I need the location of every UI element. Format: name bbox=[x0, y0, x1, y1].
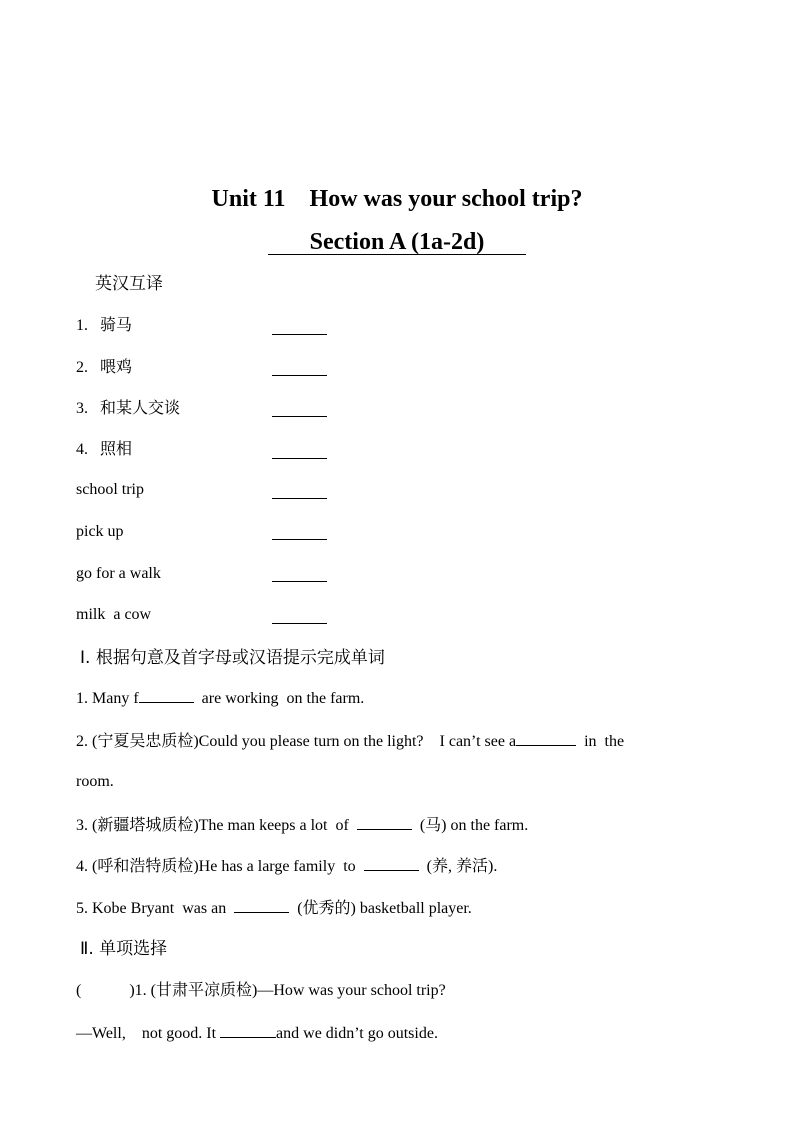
answer-blank[interactable] bbox=[357, 815, 412, 830]
choice-question-1: ( )1. (甘肃平凉质检)—How was your school trip? bbox=[76, 982, 446, 999]
answer-blank[interactable] bbox=[234, 898, 289, 913]
choice-question-1-sentence: —Well, not good. It and we didn’t go outside. bbox=[76, 1025, 438, 1042]
answer-blank[interactable] bbox=[272, 416, 327, 417]
answer-blank[interactable] bbox=[272, 623, 327, 624]
section-2-heading: Ⅱ. 单项选择 bbox=[80, 939, 168, 959]
answer-blank[interactable] bbox=[272, 581, 327, 582]
answer-blank[interactable] bbox=[364, 856, 419, 871]
answer-blank[interactable] bbox=[139, 688, 194, 703]
question-1: 1. Many f are working on the farm. bbox=[76, 690, 365, 707]
question-4: 4. (呼和浩特质检)He has a large family to (养, 养活). bbox=[76, 858, 498, 875]
section-1-heading: Ⅰ. 根据句意及首字母或汉语提示完成单词 bbox=[80, 648, 385, 668]
answer-blank[interactable] bbox=[272, 458, 327, 459]
vocab-item: go for a walk bbox=[76, 565, 161, 582]
question-5: 5. Kobe Bryant was an (优秀的) basketball player. bbox=[76, 900, 472, 917]
vocab-item: school trip bbox=[76, 481, 144, 498]
vocab-item: 4. 照相 bbox=[76, 439, 133, 458]
section-subtitle: Section A (1a-2d) bbox=[268, 226, 526, 255]
answer-blank[interactable] bbox=[272, 498, 327, 499]
vocab-item: 2. 喂鸡 bbox=[76, 357, 133, 376]
answer-blank[interactable] bbox=[272, 539, 327, 540]
question-2: 2. (宁夏吴忠质检)Could you please turn on the light? I can’t see a in the bbox=[76, 733, 625, 750]
answer-blank[interactable] bbox=[516, 731, 576, 746]
question-3: 3. (新疆塔城质检)The man keeps a lot of (马) on the farm. bbox=[76, 817, 529, 834]
answer-blank[interactable] bbox=[220, 1023, 276, 1038]
question-2-continued: room. bbox=[76, 773, 114, 790]
vocab-item: 1. 骑马 bbox=[76, 315, 133, 334]
answer-blank[interactable] bbox=[272, 334, 327, 335]
answer-blank[interactable] bbox=[272, 375, 327, 376]
vocab-item: pick up bbox=[76, 523, 124, 540]
vocab-item: 3. 和某人交谈 bbox=[76, 398, 181, 417]
page-title: Unit 11 How was your school trip? bbox=[211, 186, 583, 212]
vocab-item: milk a cow bbox=[76, 606, 152, 623]
vocab-heading: 英汉互译 bbox=[95, 274, 163, 294]
